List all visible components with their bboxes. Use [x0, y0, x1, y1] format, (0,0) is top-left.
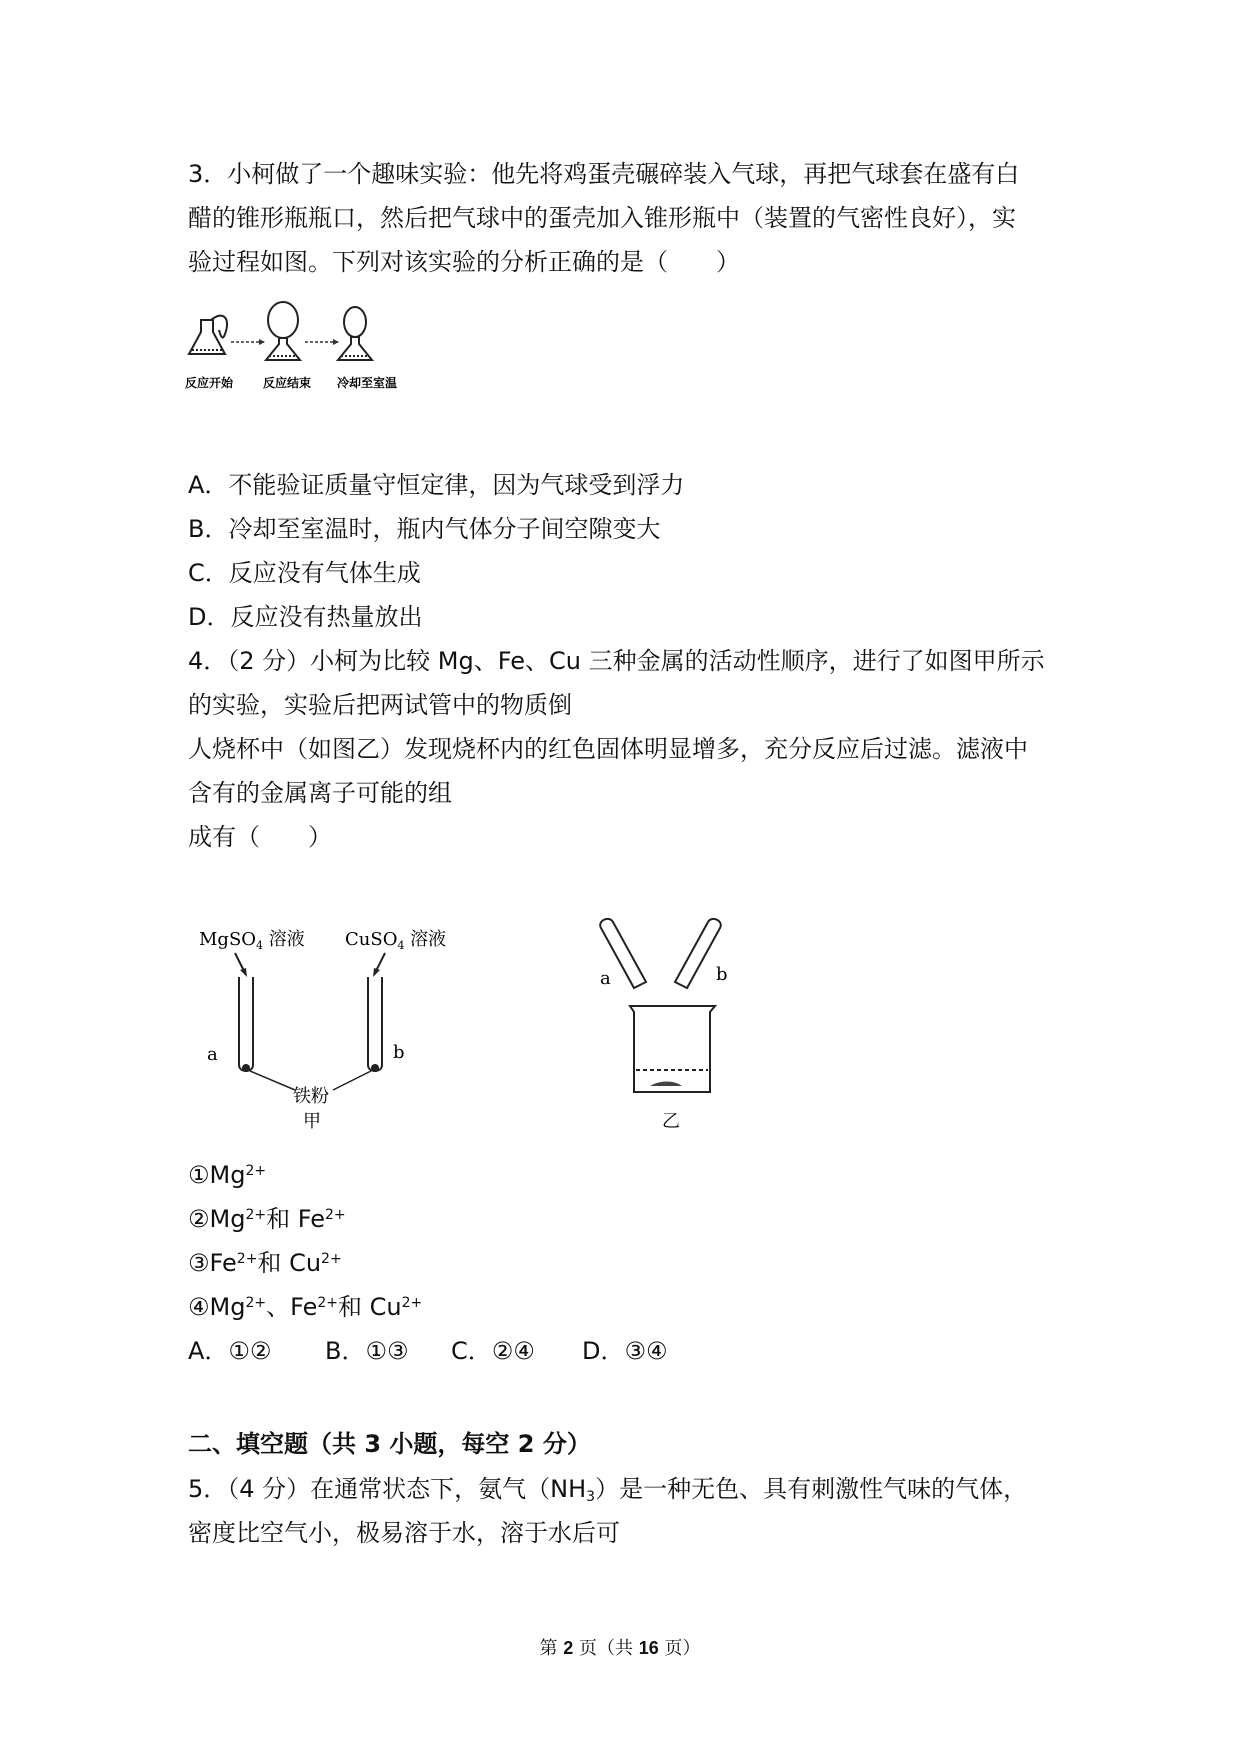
- beaker-icon: [630, 1006, 715, 1092]
- q3-option-b: B．冷却至室温时，瓶内气体分子间空隙变大: [188, 515, 661, 543]
- tube-b-tilted-icon: [675, 919, 721, 988]
- flask-cooled-icon: [338, 307, 372, 360]
- q4-line-5: 成有（ ）: [188, 823, 332, 851]
- q4-line-3: 人烧杯中（如图乙）发现烧杯内的红色固体明显增多，充分反应后过滤。滤液中: [188, 735, 1028, 763]
- ion-item-3: $③Fe^{2+}$和 $Cu^{2+}$: [188, 1249, 342, 1277]
- tube-b-label: b: [393, 1042, 405, 1063]
- iron-powder-label: 铁粉: [293, 1086, 329, 1107]
- label-mgso4: MgSO: [199, 929, 257, 950]
- q3-line-3: 验过程如图。下列对该实验的分析正确的是（ ）: [188, 248, 740, 276]
- figure-yi-caption: 乙: [662, 1111, 680, 1132]
- q4-line-4: 含有的金属离子可能的组: [188, 779, 452, 807]
- figure-jia-caption: 甲: [303, 1111, 321, 1132]
- q4-choices: [188, 1334, 668, 1368]
- test-tube-b: [368, 977, 382, 1071]
- q4-choice-a: A．①②: [188, 1337, 272, 1365]
- flask-end-icon: [266, 302, 300, 360]
- q4-choice-d: D．③④: [582, 1337, 668, 1365]
- q4-figure-yi: [590, 912, 760, 1137]
- svg-text:MgSO4 溶液: MgSO$_4$ 溶液: [199, 929, 305, 952]
- total-pages: 16: [638, 1638, 659, 1658]
- current-page: 2: [563, 1638, 574, 1658]
- page-footer: 第 2 页（共 16 页）: [539, 1638, 701, 1659]
- fig-label-cooled: 冷却至室温: [337, 376, 398, 390]
- q3-figure: [185, 300, 445, 402]
- label-cuso4: CuSO: [345, 929, 398, 950]
- q4-line-2: 的实验，实验后把两试管中的物质倒: [188, 691, 572, 719]
- flask-start-icon: [189, 316, 227, 354]
- section-2-title: 二、填空题（共 3 小题，每空 2 分）: [188, 1430, 591, 1458]
- test-tube-a: [239, 977, 253, 1071]
- ion-item-4: $④Mg^{2+}$、$Fe^{2+}$和 $Cu^{2+}$: [188, 1293, 423, 1321]
- q3-option-d: D．反应没有热量放出: [188, 603, 423, 631]
- fig-label-end: 反应结束: [263, 376, 312, 390]
- fig-label-start: 反应开始: [185, 376, 234, 390]
- q4-line-1: 4．（2 分）小柯为比较 Mg、Fe、Cu 三种金属的活动性顺序，进行了如图甲所示: [188, 647, 1045, 675]
- q5-line-1: 5．（4 分）在通常状态下，氨气$(NH_3)$是一种无色、具有刺激性气味的气体，: [188, 1475, 1028, 1505]
- q4-choice-c: C．②④: [451, 1337, 535, 1365]
- q3-option-a: A．不能验证质量守恒定律，因为气球受到浮力: [188, 471, 685, 499]
- tube-a-label: a: [207, 1044, 218, 1065]
- q5-line-2: 密度比空气小，极易溶于水，溶于水后可: [188, 1519, 620, 1547]
- yi-tube-a-label: a: [600, 968, 611, 989]
- q3-option-c: C．反应没有气体生成: [188, 559, 421, 587]
- svg-text:CuSO4 溶液: CuSO$_4$ 溶液: [345, 929, 447, 952]
- ion-item-1: $①Mg^{2+}$: [188, 1161, 267, 1189]
- q3-line-2: 醋的锥形瓶瓶口，然后把气球中的蛋壳加入锥形瓶中（装置的气密性良好），实: [188, 204, 1016, 232]
- ion-item-2: $②Mg^{2+}$和 $Fe^{2+}$: [188, 1205, 346, 1233]
- q4-choice-b: B．①③: [325, 1337, 409, 1365]
- q3-line-1: 3．小柯做了一个趣味实验：他先将鸡蛋壳碾碎装入气球，再把气球套在盛有白: [188, 160, 1020, 188]
- q4-figure-jia: [195, 925, 465, 1135]
- yi-tube-b-label: b: [716, 964, 728, 985]
